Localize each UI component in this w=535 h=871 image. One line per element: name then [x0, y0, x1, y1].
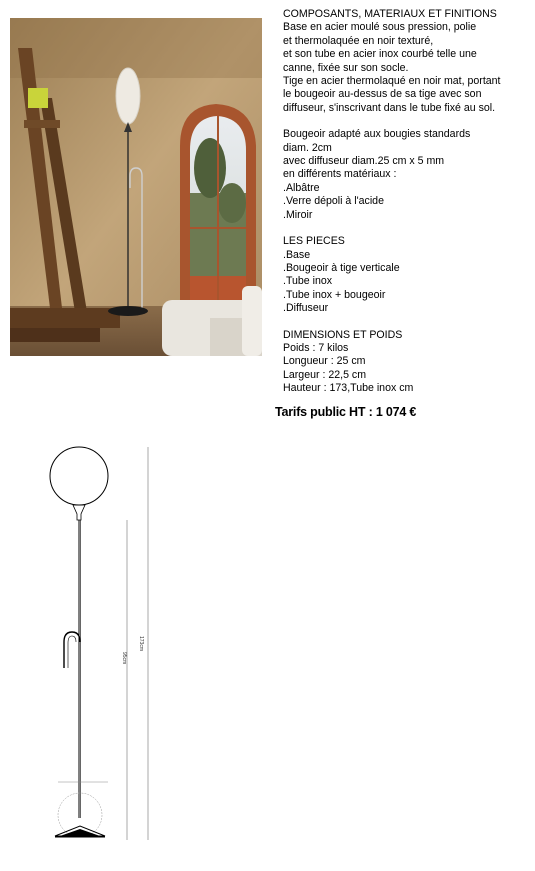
piece-item: .Bougeoir à tige verticale [283, 261, 400, 274]
composants-heading: COMPOSANTS, MATERIAUX ET FINITIONS [283, 8, 497, 20]
piece-item: .Diffuseur [283, 302, 329, 315]
piece-item: .Tube inox [283, 275, 333, 288]
pieces-heading: LES PIECES [283, 235, 345, 248]
piece-item: .Base [283, 248, 311, 261]
dimension-line: Poids : 7 kilos [283, 341, 349, 354]
composants-line: Base en acier moulé sous pression, polie [283, 21, 477, 34]
material-item: .Albâtre [283, 181, 320, 194]
composants-line: et son tube en acier inox courbé telle une [283, 48, 477, 61]
piece-item: .Tube inox + bougeoir [283, 288, 386, 301]
spacer [283, 115, 528, 128]
dimension-label-total: 173cm [138, 636, 144, 652]
diffuser-disc [50, 447, 108, 505]
composants-line: Tige en acier thermolaqué en noir mat, portant [283, 75, 501, 88]
product-photo [10, 18, 262, 356]
candle-holder [73, 505, 85, 520]
specification-column [283, 8, 528, 396]
composants-line: le bougeoir au-dessus de sa tige avec son [283, 88, 482, 101]
dimensions-heading: DIMENSIONS ET POIDS [283, 328, 403, 341]
bougeoir-line: avec diffuseur diam.25 cm x 5 mm [283, 155, 445, 168]
technical-drawing [0, 430, 535, 866]
dimension-line: Longueur : 25 cm [283, 355, 366, 368]
spacer [283, 222, 528, 235]
cane-tube [64, 632, 80, 668]
bougeoir-line: diam. 2cm [283, 141, 332, 154]
composants-line: diffuseur, s'inscrivant dans le tube fixé au sol. [283, 101, 496, 114]
dimension-line: Largeur : 22,5 cm [283, 368, 367, 381]
material-item: .Verre dépoli à l'acide [283, 195, 384, 208]
material-item: .Miroir [283, 208, 313, 221]
dimension-line: Hauteur : 173,Tube inox cm [283, 382, 414, 395]
dimension-label-inner: 95cm [121, 652, 127, 665]
bougeoir-line: en différents matériaux : [283, 168, 397, 181]
spacer [283, 316, 528, 329]
composants-line: canne, fixée sur son socle. [283, 61, 409, 74]
public-price: Tarifs public HT : 1 074 € [275, 405, 417, 419]
composants-line: et thermolaquée en noir texturé, [283, 34, 434, 47]
bougeoir-line: Bougeoir adapté aux bougies standards [283, 128, 471, 141]
